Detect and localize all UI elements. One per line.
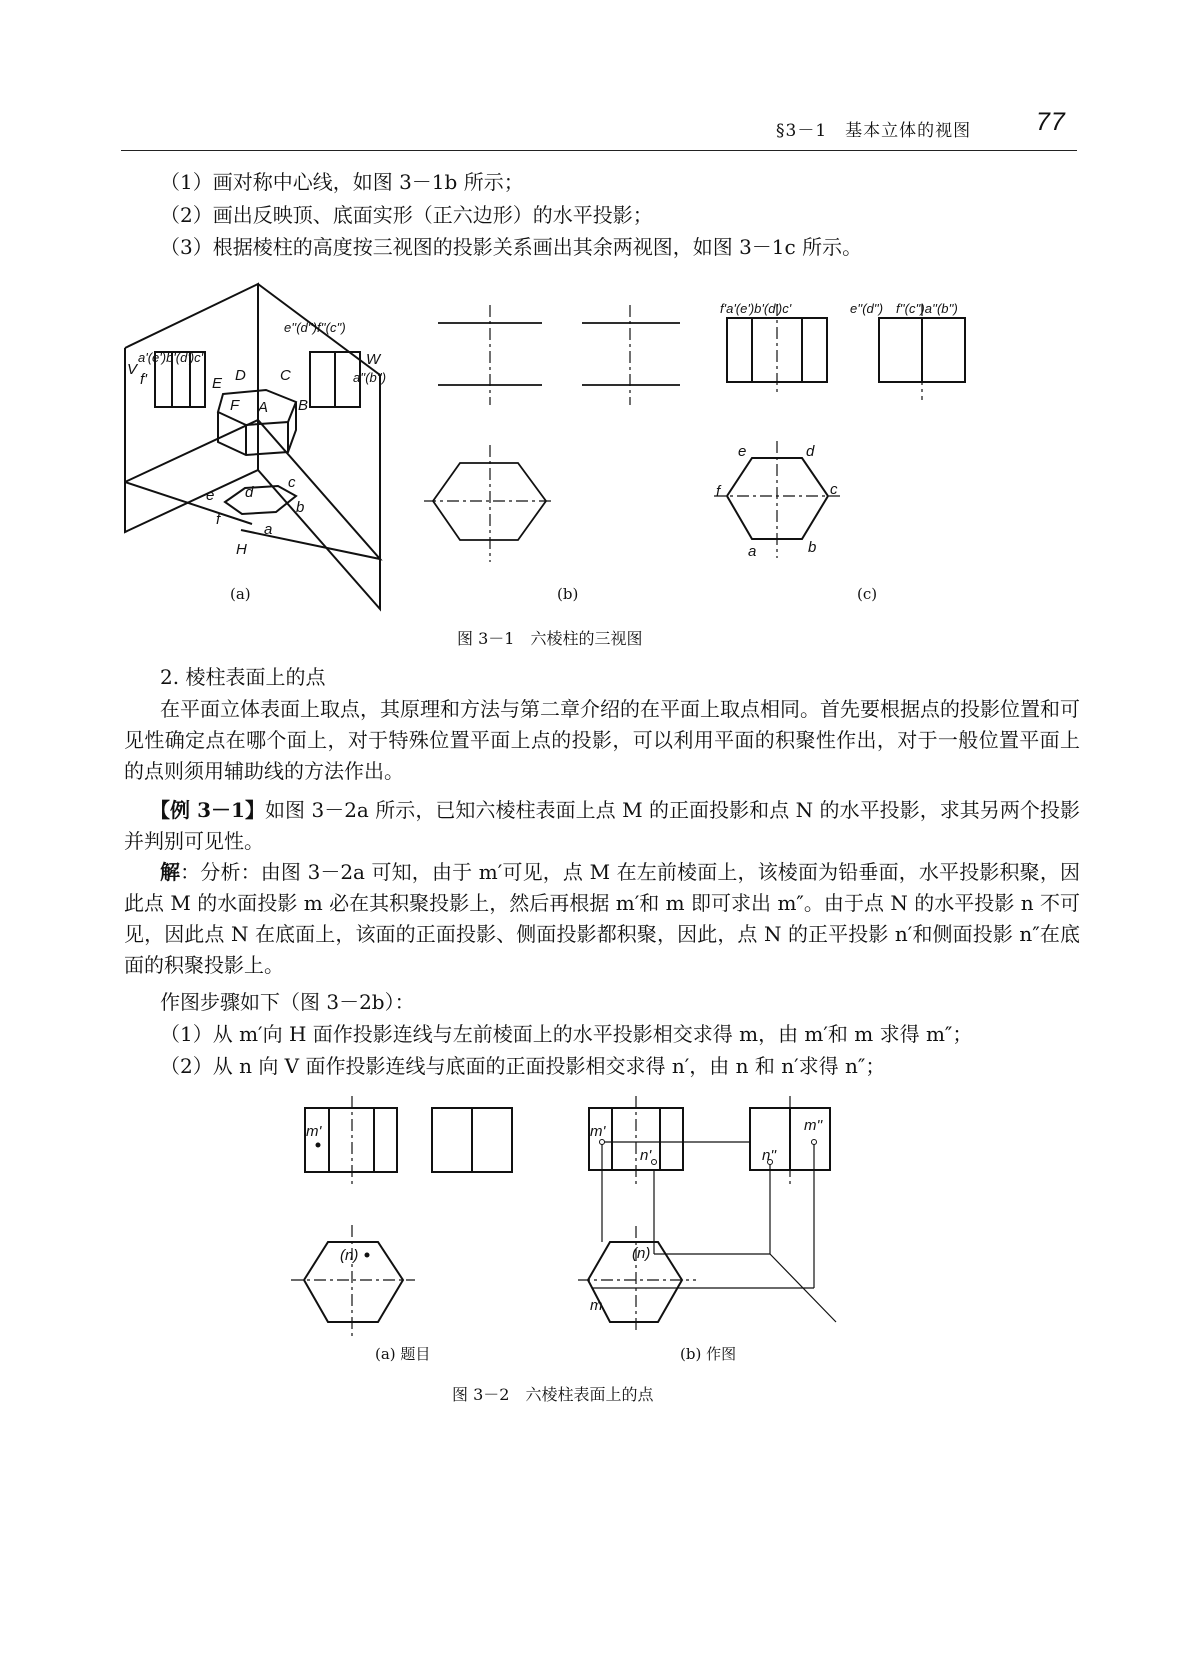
label-n-double-prime: n'' xyxy=(762,1147,777,1164)
figure-3-2b xyxy=(578,1096,848,1331)
label-a: a xyxy=(264,521,273,538)
label-c-e: e xyxy=(738,443,747,460)
label-c-d: d xyxy=(806,443,815,460)
label-c-c: c xyxy=(830,481,838,498)
step-2: （2）画出反映顶、底面实形（正六边形）的水平投影； xyxy=(160,203,653,227)
label-front-top: a'(e')b'(d')c' xyxy=(138,350,204,365)
step-1: （1）画对称中心线，如图 3－1b 所示； xyxy=(160,170,524,194)
label-f: f xyxy=(216,511,221,528)
step-b-1: （1）从 m′向 H 面作投影连线与左前棱面上的水平投影相交求得 m，由 m′和 m 求得 m″； xyxy=(160,1022,973,1046)
label-c-f: f xyxy=(716,483,721,500)
label-H: H xyxy=(236,541,247,558)
paragraph-1: 在平面立体表面上取点，其原理和方法与第二章介绍的在平面上取点相同。首先要根据点的投影位置和可见性确定点在哪个面上，对于特殊位置平面上点的投影，可以利用平面的积聚性作出，对于一般位置平面上的点则须用辅助线的方法作出。 xyxy=(124,697,1080,783)
label-c-a: a xyxy=(748,543,757,560)
label-B: B xyxy=(298,397,309,414)
solution-label: 解 xyxy=(160,860,181,884)
running-header xyxy=(776,108,1066,141)
page-number: 77 xyxy=(1036,108,1066,136)
label-side-top: e''(d'')f''(c'') xyxy=(284,320,346,335)
step-b-2: （2）从 n 向 V 面作投影连线与底面的正面投影相交求得 n′，由 n 和 n′求得 n″； xyxy=(160,1054,886,1078)
label-c: c xyxy=(288,474,296,491)
label-n-paren: (n) xyxy=(340,1247,359,1264)
step-3: （3）根据棱柱的高度按三视图的投影关系画出其余两视图，如图 3－1c 所示。 xyxy=(160,235,863,259)
label-side-a: a''(b'') xyxy=(353,370,387,385)
header-rule xyxy=(121,150,1077,151)
label-e: e xyxy=(206,487,215,504)
figure-3-1-caption: 图 3－1 六棱柱的三视图 xyxy=(457,629,643,648)
label-c-side: e''(d'') f''(c'')a''(b'') xyxy=(850,301,958,316)
figure-3-1b xyxy=(430,300,700,575)
label-c-b: b xyxy=(808,539,817,556)
example-label: 【例 3－1】 xyxy=(150,798,265,822)
label-D: D xyxy=(235,367,246,384)
solution-text: ：分析：由图 3－2a 可知，由于 m′可见，点 M 在左前棱面上，该棱面为铅垂面，水平投影积聚，因此点 M 的水面投影 m 必在其积聚投影上，然后再根据 m′和 m 即可求出 m″。由于点 N 的水平投影 n 不可见，因此点 N 在底面上，该面的正面投影、侧面投影都积聚，因此，点 N 的正平投影 n′和侧面投影 n″在底面的积聚投影上。 xyxy=(124,860,1080,977)
label-f1: f' xyxy=(140,371,148,388)
label-E: E xyxy=(212,375,223,392)
steps-intro: 作图步骤如下（图 3－2b）： xyxy=(160,990,415,1014)
example-paragraph xyxy=(124,795,1080,857)
section-heading: §3－1 基本立体的视图 xyxy=(776,121,972,141)
label-m-prime: m' xyxy=(306,1123,322,1140)
label-m-prime-b: m' xyxy=(590,1123,606,1140)
solution-paragraph xyxy=(124,857,1080,981)
label-b: b xyxy=(296,499,305,516)
label-A: A xyxy=(258,399,269,416)
fig1-subcaption-c: (c) xyxy=(857,585,878,603)
figure-3-2-caption: 图 3－2 六棱柱表面上的点 xyxy=(452,1385,654,1404)
section-title: 2. 棱柱表面上的点 xyxy=(160,665,326,689)
label-n-paren-b: (n) xyxy=(632,1245,651,1262)
label-W: W xyxy=(366,351,381,368)
label-C: C xyxy=(280,367,291,384)
figure-3-2a xyxy=(288,1100,528,1335)
fig2-subcaption-b: (b) 作图 xyxy=(680,1345,737,1363)
label-c-front: f'a'(e')b'(d')c' xyxy=(720,301,792,316)
fig2-subcaption-a: (a) 题目 xyxy=(375,1345,431,1363)
label-m-double-prime: m'' xyxy=(804,1117,823,1134)
fig1-subcaption-a: (a) xyxy=(230,585,251,603)
figure-3-1c xyxy=(718,296,1018,566)
figure-3-1a xyxy=(118,282,398,582)
fig1-subcaption-b: (b) xyxy=(557,585,579,603)
example-text: 如图 3－2a 所示，已知六棱柱表面上点 M 的正面投影和点 N 的水平投影，求其另两个投影并判别可见性。 xyxy=(124,798,1081,853)
label-m: m xyxy=(590,1297,603,1314)
label-V: V xyxy=(127,361,138,378)
label-F: F xyxy=(230,397,240,414)
label-n-prime: n' xyxy=(640,1147,652,1164)
label-d: d xyxy=(245,484,254,501)
